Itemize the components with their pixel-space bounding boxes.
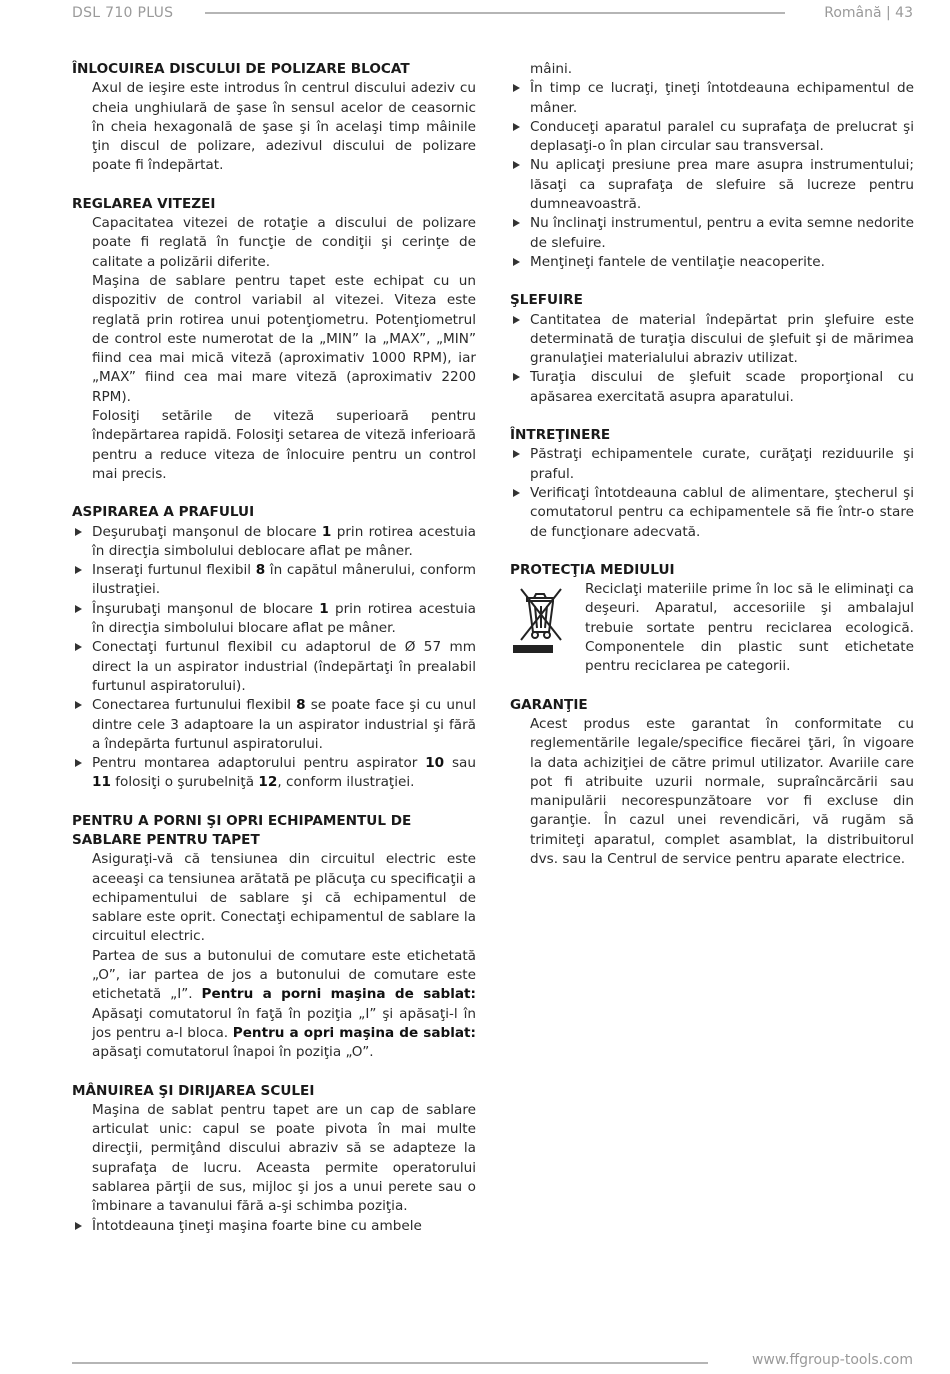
bullet-list bbox=[72, 523, 476, 793]
section-title: GARANŢIE bbox=[510, 696, 588, 713]
environment-block bbox=[510, 580, 914, 676]
paragraph: Folosiţi setările de viteză superioară pentru îndepărtarea rapidă. Folosiţi setarea de viteză inferioară pentru a reduce viteza de înlocuire pentru un control mai precis. bbox=[92, 408, 476, 482]
list-item: Înşurubaţi manşonul de blocare 1 prin rotirea acestuia în direcţia simbolului blocare aflat pe mâner. bbox=[72, 600, 476, 639]
section-handling bbox=[72, 1082, 476, 1236]
list-item: Conectarea furtunului flexibil 8 se poate face şi cu unul dintre cele 3 adaptoare la un aspirator industrial şi fără a îndepărta furtunul aspiratorului. bbox=[72, 696, 476, 754]
section-title: ŞLEFUIRE bbox=[510, 292, 583, 309]
bullet-list bbox=[72, 1217, 476, 1236]
section-dust-extraction bbox=[72, 503, 476, 792]
paragraph: Maşina de sablat pentru tapet are un cap de sablare articulat unic: capul se poate pivota în mai multe direcţii, permiţând discului abraziv să se adapteze la suprafaţa de lucru. Aceasta permite operatorului sablarea părţii de sus, mijloc şi jos a unui perete sau o îmbinare a tavanului fără a-şi schimba poziţia. bbox=[92, 1101, 476, 1215]
section-maintenance bbox=[510, 426, 914, 542]
section-title: MÂNUIREA ŞI DIRIJAREA SCULEI bbox=[72, 1082, 315, 1099]
footer-rule bbox=[72, 1362, 708, 1364]
section-warranty bbox=[510, 696, 914, 870]
list-item: În timp ce lucraţi, ţineţi întotdeauna echipamentul de mâner. bbox=[510, 79, 914, 118]
paragraph: Capacitatea vitezei de rotaţie a discului de polizare poate fi reglată în funcţie de condiţii şi cerinţe de calitate a polizării diferite. bbox=[92, 215, 476, 270]
section-title: REGLAREA VITEZEI bbox=[72, 195, 216, 212]
section-title: ÎNTREŢINERE bbox=[510, 427, 611, 444]
list-item: Pentru montarea adaptorului pentru aspirator 10 sau 11 folosiţi o şurubelniţă 12, conform ilustraţiei. bbox=[72, 754, 476, 793]
list-item: Cantitatea de material îndepărtat prin şlefuire este determinată de turaţia discului de şlefuit şi de mărimea granulaţiei materialului abraziv utilizat. bbox=[510, 311, 914, 369]
bullet-list bbox=[510, 445, 914, 541]
section-environment bbox=[510, 561, 914, 677]
list-item: Păstraţi echipamentele curate, curăţaţi reziduurile şi praful. bbox=[510, 445, 914, 484]
left-column bbox=[72, 60, 476, 1236]
list-item: Verificaţi întotdeauna cablul de alimentare, ştecherul şi comutatorul pentru ca echipamentele să fie într-o stare de funcţionare adecvată. bbox=[510, 484, 914, 542]
header-page-number: Română | 43 bbox=[824, 5, 913, 21]
section-sanding bbox=[510, 291, 914, 407]
paragraph: Axul de ieşire este introdus în centrul discului adeziv cu cheia unghiulară de şase în sensul acelor de ceasornic în cheia hexagonală de şase şi în acelaşi timp mâinile ţin discul de polizare, adezivul discului de polizare poate fi îndepărtat. bbox=[92, 80, 476, 174]
list-item: Inseraţi furtunul flexibil 8 în capătul mânerului, conform ilustraţiei. bbox=[72, 561, 476, 600]
section-title: PENTRU A PORNI ŞI OPRI ECHIPAMENTUL DE SABLARE PENTRU TAPET bbox=[72, 812, 412, 848]
bullet-list bbox=[510, 311, 914, 407]
section-title: PROTECŢIA MEDIULUI bbox=[510, 561, 675, 578]
list-item: Menţineţi fantele de ventilaţie neacoperite. bbox=[510, 253, 914, 272]
paragraph: Maşina de sablare pentru tapet este echipat cu un dispozitiv de control variabil al vitezei. Viteza este reglată prin rotirea unui potenţiometru. Potenţiometrul de control este numerotat de la „MIN” la „MAX”, „MIN” fiind cea mai mică viteză (aproximativ 1000 RPM), iar „MAX” fiind cea mai mare viteză (aproximativ 2200 RPM). bbox=[92, 272, 476, 405]
list-item: Întotdeauna ţineţi maşina foarte bine cu ambele bbox=[72, 1217, 476, 1236]
list-item: Conectaţi furtunul flexibil cu adaptorul de Ø 57 mm direct la un aspirator industrial (îndepărtaţi în prealabil furtunul aspiratorului). bbox=[72, 638, 476, 696]
footer-website-link[interactable]: www.ffgroup-tools.com bbox=[751, 1352, 913, 1368]
weee-crossed-bin-icon bbox=[510, 580, 576, 676]
header-rule bbox=[205, 12, 785, 14]
right-column bbox=[510, 60, 914, 888]
list-item-continuation: mâini. bbox=[530, 61, 573, 77]
section-handling-continued bbox=[510, 60, 914, 272]
paragraph: Acest produs este garantat în conformitate cu reglementările legale/specifice fiecărei ţări, în vigoare la data achiziţiei de către primul utilizator. Avariile care pot fi atribuite uzurii normale, supraîncărcării sau manipulării necorespunzătoare vor fi excluse din garanţie. În cazul unei revendicări, vă rugăm să trimiteţi aparatul, complet asamblat, la distribuitorul dvs. sau la Centrul de service pentru aparate electrice. bbox=[530, 715, 914, 867]
header-model: DSL 710 PLUS bbox=[72, 5, 174, 21]
list-item: Conduceţi aparatul paralel cu suprafaţa de prelucrat şi deplasaţi-o în plan circular sau transversal. bbox=[510, 118, 914, 157]
paragraph: Asiguraţi-vă că tensiunea din circuitul electric este aceeaşi ca tensiunea arătată pe plăcuţa cu specificaţii a echipamentului de sablare şi că echipamentul de sablare este oprit. Conectaţi echipamentul de sablare la circuitul electric. bbox=[92, 851, 476, 945]
list-item: Nu aplicaţi presiune prea mare asupra instrumentului; lăsaţi ca suprafaţa de slefuire să lucreze pentru dumneavoastră. bbox=[510, 156, 914, 214]
paragraph: Reciclaţi materiile prime în loc să le eliminaţi ca deşeuri. Aparatul, accesoriile şi ambalajul trebuie sortate pentru reciclarea ecologică. Componentele din plastic sunt etichetate pentru reciclarea pe categorii. bbox=[585, 581, 914, 675]
list-item: Deşurubaţi manşonul de blocare 1 prin rotirea acestuia în direcţia simbolului deblocare aflat pe mâner. bbox=[72, 523, 476, 562]
list-item: Nu înclinaţi instrumentul, pentru a evita semne nedorite de slefuire. bbox=[510, 214, 914, 253]
section-speed bbox=[72, 195, 476, 484]
bullet-list bbox=[510, 60, 914, 272]
section-title: ASPIRAREA A PRAFULUI bbox=[72, 504, 255, 521]
section-blocked-disc bbox=[72, 60, 476, 176]
list-item: Turaţia discului de şlefuit scade proporţional cu apăsarea exercitată asupra aparatului. bbox=[510, 368, 914, 407]
section-title: ÎNLOCUIREA DISCULUI DE POLIZARE BLOCAT bbox=[72, 61, 410, 77]
paragraph: Partea de sus a butonului de comutare este etichetată „O”, iar partea de jos a butonului de comutare este etichetată „I”. Pentru a porni maşina de sablat: Apăsaţi comutatorul în faţă în poziţia „I” şi apăsaţi-l în jos pentru a-l bloca. Pentru a opri maşina de sablat: apăsaţi comutatorul înapoi în poziţia „O”. bbox=[92, 947, 476, 1061]
section-start-stop bbox=[72, 812, 476, 1063]
